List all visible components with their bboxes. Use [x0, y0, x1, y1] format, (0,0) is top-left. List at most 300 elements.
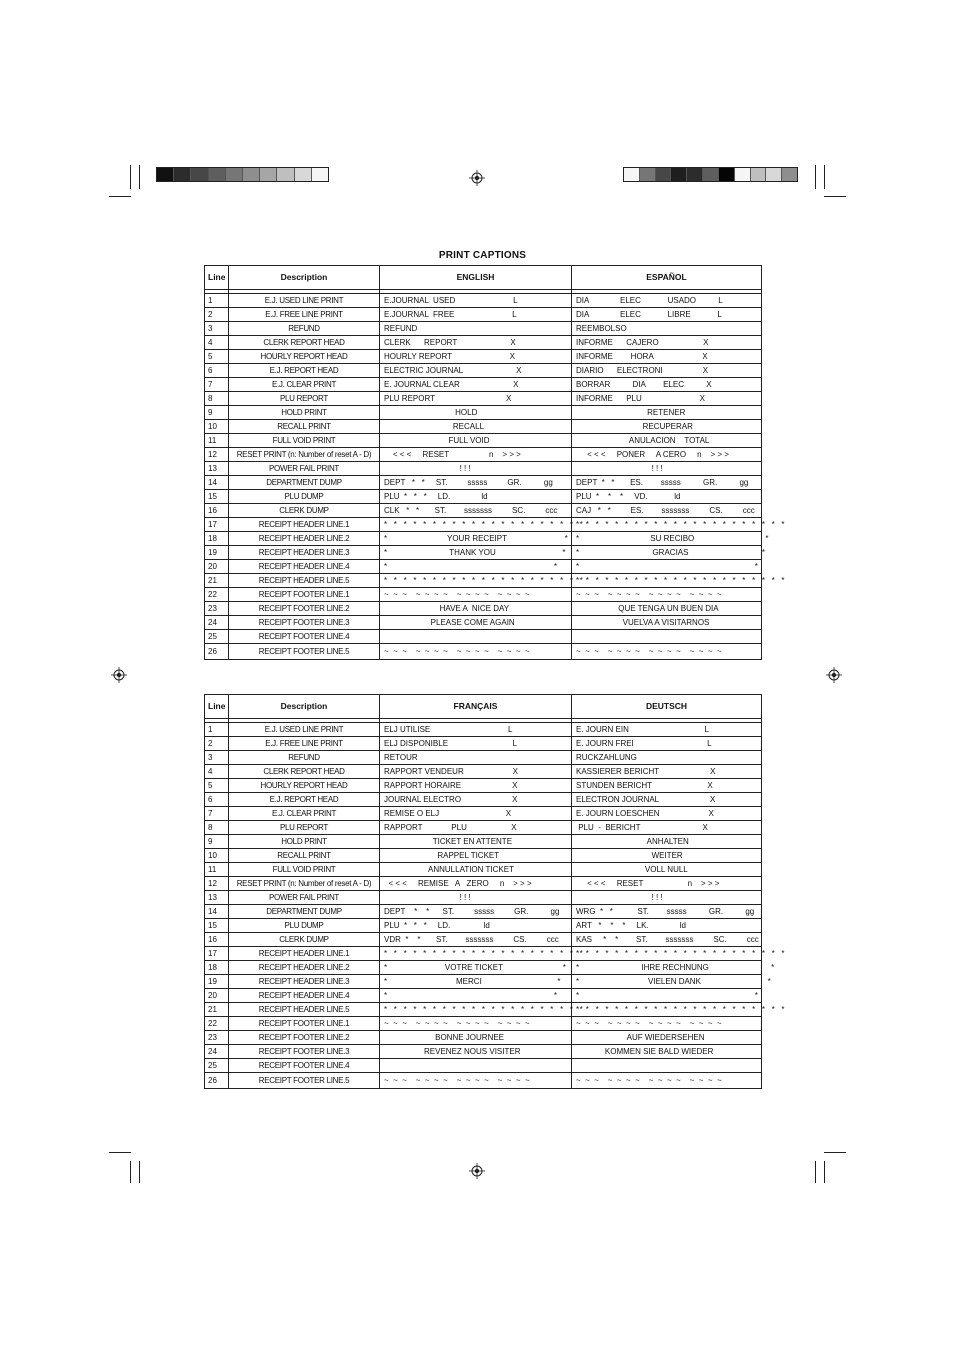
caption-cell: < < < PONER A CERO n > > > — [572, 448, 762, 462]
description-cell: E.J. CLEAR PRINT — [229, 807, 380, 821]
description-cell: E.J. REPORT HEAD — [229, 364, 380, 378]
caption-cell: * * * * * * * * * * * * * * * * * * * * * — [380, 1003, 572, 1017]
table-row — [205, 476, 762, 490]
line-number-cell: 10 — [205, 849, 229, 863]
line-number-cell: 16 — [205, 504, 229, 518]
caption-cell: ! ! ! — [572, 462, 762, 476]
crop-mark — [824, 196, 846, 197]
table-row — [205, 793, 762, 807]
line-number-cell: 24 — [205, 1045, 229, 1059]
line-number-cell: 25 — [205, 630, 229, 644]
caption-cell: REFUND — [380, 322, 572, 336]
description-cell: RESET PRINT (n: Number of reset A - D) — [229, 448, 380, 462]
caption-cell: STUNDEN BERICHT X — [572, 779, 762, 793]
line-number-cell: 10 — [205, 420, 229, 434]
caption-cell: PLU - BERICHT X — [572, 821, 762, 835]
color-swatch — [157, 168, 174, 181]
description-cell: RECEIPT HEADER LINE.5 — [229, 1003, 380, 1017]
caption-cell: E. JOURN LOESCHEN X — [572, 807, 762, 821]
caption-cell: PLU REPORT X — [380, 392, 572, 406]
line-number-cell: 23 — [205, 602, 229, 616]
crop-mark — [139, 165, 140, 189]
caption-cell: TICKET EN ATTENTE — [380, 835, 572, 849]
table-row — [205, 364, 762, 378]
caption-cell: HOLD — [380, 406, 572, 420]
caption-cell: HOURLY REPORT X — [380, 350, 572, 364]
table-row — [205, 602, 762, 616]
table-row — [205, 588, 762, 602]
table-row — [205, 1003, 762, 1017]
table-row — [205, 574, 762, 588]
description-cell: RECEIPT HEADER LINE.1 — [229, 947, 380, 961]
caption-cell: VDR * * ST. sssssss CS. ccc — [380, 933, 572, 947]
table-row — [205, 989, 762, 1003]
column-header-line: Line — [205, 695, 229, 719]
table-row — [205, 420, 762, 434]
line-number-cell: 13 — [205, 462, 229, 476]
table-row — [205, 616, 762, 630]
caption-cell: KASSIERER BERICHT X — [572, 765, 762, 779]
description-cell: RECEIPT FOOTER LINE.3 — [229, 616, 380, 630]
caption-cell: VUELVA A VISITARNOS — [572, 616, 762, 630]
description-cell: RECEIPT HEADER LINE.4 — [229, 989, 380, 1003]
caption-cell: DEPT * * ST. sssss GR. gg — [380, 905, 572, 919]
caption-cell: VOLL NULL — [572, 863, 762, 877]
line-number-cell: 8 — [205, 821, 229, 835]
description-cell: E.J. USED LINE PRINT — [229, 294, 380, 308]
caption-cell: PLU * * * VD. ld — [572, 490, 762, 504]
caption-cell: BONNE JOURNEE — [380, 1031, 572, 1045]
line-number-cell: 24 — [205, 616, 229, 630]
crop-mark — [130, 1161, 131, 1183]
crop-mark — [824, 1152, 846, 1153]
caption-cell: * VIELEN DANK * — [572, 975, 762, 989]
caption-cell: * IHRE RECHNUNG * — [572, 961, 762, 975]
table-row — [205, 975, 762, 989]
caption-cell: RUCKZAHLUNG — [572, 751, 762, 765]
caption-cell: DEPT * * ES. sssss GR. gg — [572, 476, 762, 490]
column-header-description: Description — [229, 695, 380, 719]
caption-cell: ! ! ! — [380, 462, 572, 476]
caption-cell: CLERK REPORT X — [380, 336, 572, 350]
color-swatch — [243, 168, 260, 181]
caption-cell: * * * * * * * * * * * * * * * * * * * * * * — [572, 574, 762, 588]
table-row — [205, 779, 762, 793]
table-row — [205, 807, 762, 821]
description-cell: PLU DUMP — [229, 490, 380, 504]
caption-cell: RECUPERAR — [572, 420, 762, 434]
table-row — [205, 1017, 762, 1031]
line-number-cell: 21 — [205, 1003, 229, 1017]
caption-cell: E. JOURN EIN L — [572, 723, 762, 737]
caption-cell: ~ ~ ~ ~ ~ ~ ~ ~ ~ ~ ~ ~ ~ ~ ~ — [572, 588, 762, 602]
table-row — [205, 737, 762, 751]
description-cell: FULL VOID PRINT — [229, 863, 380, 877]
crop-mark — [109, 1152, 131, 1153]
caption-cell: ~ ~ ~ ~ ~ ~ ~ ~ ~ ~ ~ ~ ~ ~ ~ — [572, 1073, 762, 1089]
description-cell: HOURLY REPORT HEAD — [229, 779, 380, 793]
table-row — [205, 919, 762, 933]
color-swatch — [766, 168, 782, 181]
caption-cell: INFORME CAJERO X — [572, 336, 762, 350]
table-row — [205, 1073, 762, 1089]
description-cell: RECEIPT HEADER LINE.3 — [229, 546, 380, 560]
line-number-cell: 2 — [205, 308, 229, 322]
caption-cell: ELJ UTILISE L — [380, 723, 572, 737]
color-swatch — [640, 168, 656, 181]
description-cell: CLERK DUMP — [229, 504, 380, 518]
description-cell: HOLD PRINT — [229, 835, 380, 849]
caption-cell: < < < RESET n > > > — [572, 877, 762, 891]
caption-cell: ANNULLATION TICKET — [380, 863, 572, 877]
line-number-cell: 21 — [205, 574, 229, 588]
caption-cell: RAPPEL TICKET — [380, 849, 572, 863]
line-number-cell: 26 — [205, 1073, 229, 1089]
line-number-cell: 16 — [205, 933, 229, 947]
caption-cell: CAJ * * ES. sssssss CS. ccc — [572, 504, 762, 518]
color-swatch — [277, 168, 294, 181]
description-cell: RESET PRINT (n: Number of reset A - D) — [229, 877, 380, 891]
color-swatch — [295, 168, 312, 181]
table-row — [205, 723, 762, 737]
caption-cell: RAPPORT HORAIRE X — [380, 779, 572, 793]
line-number-cell: 14 — [205, 905, 229, 919]
caption-cell: * * — [380, 989, 572, 1003]
color-swatch — [703, 168, 719, 181]
color-calibration-bar-right — [623, 167, 798, 182]
table-row — [205, 518, 762, 532]
table-row — [205, 644, 762, 660]
caption-cell: * * * * * * * * * * * * * * * * * * * * * * — [572, 1003, 762, 1017]
caption-cell: INFORME PLU X — [572, 392, 762, 406]
line-number-cell: 4 — [205, 336, 229, 350]
crop-mark — [139, 1161, 140, 1183]
caption-cell: KOMMEN SIE BALD WIEDER — [572, 1045, 762, 1059]
line-number-cell: 7 — [205, 378, 229, 392]
description-cell: RECEIPT HEADER LINE.1 — [229, 518, 380, 532]
table-row — [205, 891, 762, 905]
caption-cell: RAPPORT PLU X — [380, 821, 572, 835]
caption-cell: ELJ DISPONIBLE L — [380, 737, 572, 751]
color-swatch — [624, 168, 640, 181]
caption-cell: ~ ~ ~ ~ ~ ~ ~ ~ ~ ~ ~ ~ ~ ~ ~ — [572, 1017, 762, 1031]
table-row — [205, 835, 762, 849]
color-swatch — [671, 168, 687, 181]
description-cell: CLERK REPORT HEAD — [229, 765, 380, 779]
caption-cell: REEMBOLSO — [572, 322, 762, 336]
column-header-english: ENGLISH — [380, 266, 572, 290]
caption-cell: FULL VOID — [380, 434, 572, 448]
description-cell: E.J. FREE LINE PRINT — [229, 737, 380, 751]
table-row — [205, 933, 762, 947]
caption-cell: INFORME HORA X — [572, 350, 762, 364]
caption-cell: < < < RESET n > > > — [380, 448, 572, 462]
line-number-cell: 2 — [205, 737, 229, 751]
column-header-spanish: ESPAÑOL — [572, 266, 762, 290]
color-swatch — [687, 168, 703, 181]
caption-cell: BORRAR DIA ELEC X — [572, 378, 762, 392]
crop-mark — [815, 1161, 816, 1183]
table-row — [205, 434, 762, 448]
caption-cell: KAS * * ST. sssssss SC. ccc — [572, 933, 762, 947]
color-swatch — [782, 168, 797, 181]
table-row — [205, 905, 762, 919]
description-cell: RECEIPT FOOTER LINE.4 — [229, 630, 380, 644]
print-captions-table-english-spanish — [204, 265, 785, 660]
registration-target-icon — [469, 1163, 485, 1179]
caption-cell: RETENER — [572, 406, 762, 420]
caption-cell: RECALL — [380, 420, 572, 434]
description-cell: E.J. FREE LINE PRINT — [229, 308, 380, 322]
table-row — [205, 532, 762, 546]
line-number-cell: 15 — [205, 490, 229, 504]
table-row — [205, 322, 762, 336]
caption-cell: * * * * * * * * * * * * * * * * * * * * * — [380, 574, 572, 588]
crop-mark — [824, 1161, 825, 1183]
caption-cell: ~ ~ ~ ~ ~ ~ ~ ~ ~ ~ ~ ~ ~ ~ ~ — [572, 644, 762, 660]
table-row — [205, 406, 762, 420]
caption-cell: ELECTRON JOURNAL X — [572, 793, 762, 807]
caption-cell: QUE TENGA UN BUEN DIA — [572, 602, 762, 616]
line-number-cell: 6 — [205, 793, 229, 807]
table-row — [205, 821, 762, 835]
description-cell: REFUND — [229, 751, 380, 765]
description-cell: RECALL PRINT — [229, 420, 380, 434]
description-cell: PLU REPORT — [229, 821, 380, 835]
table-row — [205, 378, 762, 392]
table-row — [205, 308, 762, 322]
description-cell: CLERK REPORT HEAD — [229, 336, 380, 350]
caption-cell: ~ ~ ~ ~ ~ ~ ~ ~ ~ ~ ~ ~ ~ ~ ~ — [380, 1017, 572, 1031]
line-number-cell: 17 — [205, 518, 229, 532]
column-header-french: FRANÇAIS — [380, 695, 572, 719]
caption-cell: RETOUR — [380, 751, 572, 765]
table-row — [205, 630, 762, 644]
line-number-cell: 18 — [205, 961, 229, 975]
color-swatch — [719, 168, 735, 181]
table-row — [205, 1031, 762, 1045]
line-number-cell: 3 — [205, 751, 229, 765]
caption-cell — [380, 630, 572, 644]
caption-cell: ~ ~ ~ ~ ~ ~ ~ ~ ~ ~ ~ ~ ~ ~ ~ — [380, 644, 572, 660]
line-number-cell: 5 — [205, 350, 229, 364]
caption-cell: * THANK YOU * — [380, 546, 572, 560]
caption-cell: * VOTRE TICKET * — [380, 961, 572, 975]
line-number-cell: 22 — [205, 588, 229, 602]
color-swatch — [656, 168, 672, 181]
column-header-description: Description — [229, 266, 380, 290]
description-cell: POWER FAIL PRINT — [229, 891, 380, 905]
description-cell: E.J. REPORT HEAD — [229, 793, 380, 807]
caption-cell: DIARIO ELECTRONI X — [572, 364, 762, 378]
table-row — [205, 336, 762, 350]
description-cell: RECEIPT FOOTER LINE.5 — [229, 1073, 380, 1089]
line-number-cell: 9 — [205, 406, 229, 420]
caption-cell: PLU * * * LD. ld — [380, 919, 572, 933]
line-number-cell: 25 — [205, 1059, 229, 1073]
line-number-cell: 11 — [205, 863, 229, 877]
caption-cell: ! ! ! — [572, 891, 762, 905]
line-number-cell: 8 — [205, 392, 229, 406]
table-row — [205, 294, 762, 308]
table-row — [205, 765, 762, 779]
caption-cell: PLEASE COME AGAIN — [380, 616, 572, 630]
description-cell: RECEIPT FOOTER LINE.2 — [229, 602, 380, 616]
description-cell: RECEIPT FOOTER LINE.1 — [229, 588, 380, 602]
table-row — [205, 560, 762, 574]
line-number-cell: 3 — [205, 322, 229, 336]
line-number-cell: 1 — [205, 294, 229, 308]
description-cell: FULL VOID PRINT — [229, 434, 380, 448]
color-swatch — [209, 168, 226, 181]
color-swatch — [751, 168, 767, 181]
line-number-cell: 18 — [205, 532, 229, 546]
crop-mark — [109, 196, 131, 197]
caption-cell: < < < REMISE A ZERO n > > > — [380, 877, 572, 891]
caption-cell: DEPT * * ST. sssss GR. gg — [380, 476, 572, 490]
description-cell: HOLD PRINT — [229, 406, 380, 420]
table-row — [205, 1059, 762, 1073]
line-number-cell: 20 — [205, 560, 229, 574]
description-cell: RECEIPT FOOTER LINE.4 — [229, 1059, 380, 1073]
table-row — [205, 546, 762, 560]
description-cell: POWER FAIL PRINT — [229, 462, 380, 476]
description-cell: E.J. CLEAR PRINT — [229, 378, 380, 392]
description-cell: DEPARTMENT DUMP — [229, 905, 380, 919]
caption-cell — [380, 1059, 572, 1073]
caption-cell: E.JOURNAL FREE L — [380, 308, 572, 322]
crop-mark — [815, 165, 816, 189]
caption-cell: DIA ELEC USADO L — [572, 294, 762, 308]
description-cell: RECEIPT FOOTER LINE.2 — [229, 1031, 380, 1045]
print-captions-table-french-german — [204, 694, 785, 1089]
registration-target-icon — [826, 667, 842, 683]
line-number-cell: 9 — [205, 835, 229, 849]
line-number-cell: 26 — [205, 644, 229, 660]
caption-cell: * MERCI * — [380, 975, 572, 989]
caption-cell: ANHALTEN — [572, 835, 762, 849]
caption-cell: * SU RECIBO * — [572, 532, 762, 546]
description-cell: RECEIPT FOOTER LINE.5 — [229, 644, 380, 660]
table-row — [205, 462, 762, 476]
caption-cell: * * — [380, 560, 572, 574]
column-header-line: Line — [205, 266, 229, 290]
caption-cell: WRG * * ST. sssss GR. gg — [572, 905, 762, 919]
line-number-cell: 22 — [205, 1017, 229, 1031]
caption-cell — [572, 630, 762, 644]
caption-cell: E.JOURNAL USED L — [380, 294, 572, 308]
color-calibration-bar-left — [156, 167, 329, 182]
caption-cell — [572, 1059, 762, 1073]
caption-cell: * * — [572, 560, 762, 574]
line-number-cell: 15 — [205, 919, 229, 933]
description-cell: HOURLY REPORT HEAD — [229, 350, 380, 364]
caption-cell: E. JOURNAL CLEAR X — [380, 378, 572, 392]
line-number-cell: 19 — [205, 975, 229, 989]
line-number-cell: 11 — [205, 434, 229, 448]
color-swatch — [174, 168, 191, 181]
registration-target-icon — [111, 667, 127, 683]
caption-cell: E. JOURN FREI L — [572, 737, 762, 751]
table-row — [205, 863, 762, 877]
line-number-cell: 12 — [205, 448, 229, 462]
line-number-cell: 4 — [205, 765, 229, 779]
color-swatch — [312, 168, 328, 181]
caption-cell: * * * * * * * * * * * * * * * * * * * * * — [380, 947, 572, 961]
table-row — [205, 1045, 762, 1059]
caption-cell: * YOUR RECEIPT * — [380, 532, 572, 546]
description-cell: RECEIPT HEADER LINE.2 — [229, 532, 380, 546]
table-row — [205, 961, 762, 975]
description-cell: RECEIPT HEADER LINE.5 — [229, 574, 380, 588]
description-cell: RECEIPT HEADER LINE.2 — [229, 961, 380, 975]
registration-target-icon — [469, 170, 485, 186]
caption-cell: ~ ~ ~ ~ ~ ~ ~ ~ ~ ~ ~ ~ ~ ~ ~ — [380, 1073, 572, 1089]
description-cell: DEPARTMENT DUMP — [229, 476, 380, 490]
caption-cell: * * — [572, 989, 762, 1003]
description-cell: RECEIPT FOOTER LINE.3 — [229, 1045, 380, 1059]
table-row — [205, 448, 762, 462]
description-cell: RECEIPT FOOTER LINE.1 — [229, 1017, 380, 1031]
line-number-cell: 23 — [205, 1031, 229, 1045]
caption-cell: REMISE O ELJ X — [380, 807, 572, 821]
table-row — [205, 877, 762, 891]
table-row — [205, 392, 762, 406]
caption-cell: ~ ~ ~ ~ ~ ~ ~ ~ ~ ~ ~ ~ ~ ~ ~ — [380, 588, 572, 602]
description-cell: PLU REPORT — [229, 392, 380, 406]
table-row — [205, 751, 762, 765]
line-number-cell: 7 — [205, 807, 229, 821]
line-number-cell: 20 — [205, 989, 229, 1003]
table-row — [205, 849, 762, 863]
table-row — [205, 350, 762, 364]
caption-cell: ANULACION TOTAL — [572, 434, 762, 448]
color-swatch — [191, 168, 208, 181]
column-header-german: DEUTSCH — [572, 695, 762, 719]
table-row — [205, 947, 762, 961]
description-cell: REFUND — [229, 322, 380, 336]
crop-mark — [824, 165, 825, 189]
line-number-cell: 13 — [205, 891, 229, 905]
description-cell: RECEIPT HEADER LINE.3 — [229, 975, 380, 989]
line-number-cell: 17 — [205, 947, 229, 961]
table-row — [205, 504, 762, 518]
line-number-cell: 1 — [205, 723, 229, 737]
caption-cell: REVENEZ NOUS VISITER — [380, 1045, 572, 1059]
description-cell: RECEIPT HEADER LINE.4 — [229, 560, 380, 574]
line-number-cell: 6 — [205, 364, 229, 378]
description-cell: CLERK DUMP — [229, 933, 380, 947]
caption-cell: PLU * * * LD. ld — [380, 490, 572, 504]
caption-cell: * * * * * * * * * * * * * * * * * * * * * — [380, 518, 572, 532]
crop-mark — [130, 165, 131, 189]
description-cell: RECALL PRINT — [229, 849, 380, 863]
page-title: PRINT CAPTIONS — [438, 250, 527, 261]
color-swatch — [260, 168, 277, 181]
caption-cell: AUF WIEDERSEHEN — [572, 1031, 762, 1045]
description-cell: E.J. USED LINE PRINT — [229, 723, 380, 737]
color-swatch — [735, 168, 751, 181]
caption-cell: * GRACIAS * — [572, 546, 762, 560]
caption-cell: ART * * * LK. ld — [572, 919, 762, 933]
line-number-cell: 5 — [205, 779, 229, 793]
color-swatch — [226, 168, 243, 181]
caption-cell: ! ! ! — [380, 891, 572, 905]
caption-cell: JOURNAL ELECTRO X — [380, 793, 572, 807]
caption-cell: ELECTRIC JOURNAL X — [380, 364, 572, 378]
caption-cell: DIA ELEC LIBRE L — [572, 308, 762, 322]
caption-cell: * * * * * * * * * * * * * * * * * * * * * * — [572, 947, 762, 961]
